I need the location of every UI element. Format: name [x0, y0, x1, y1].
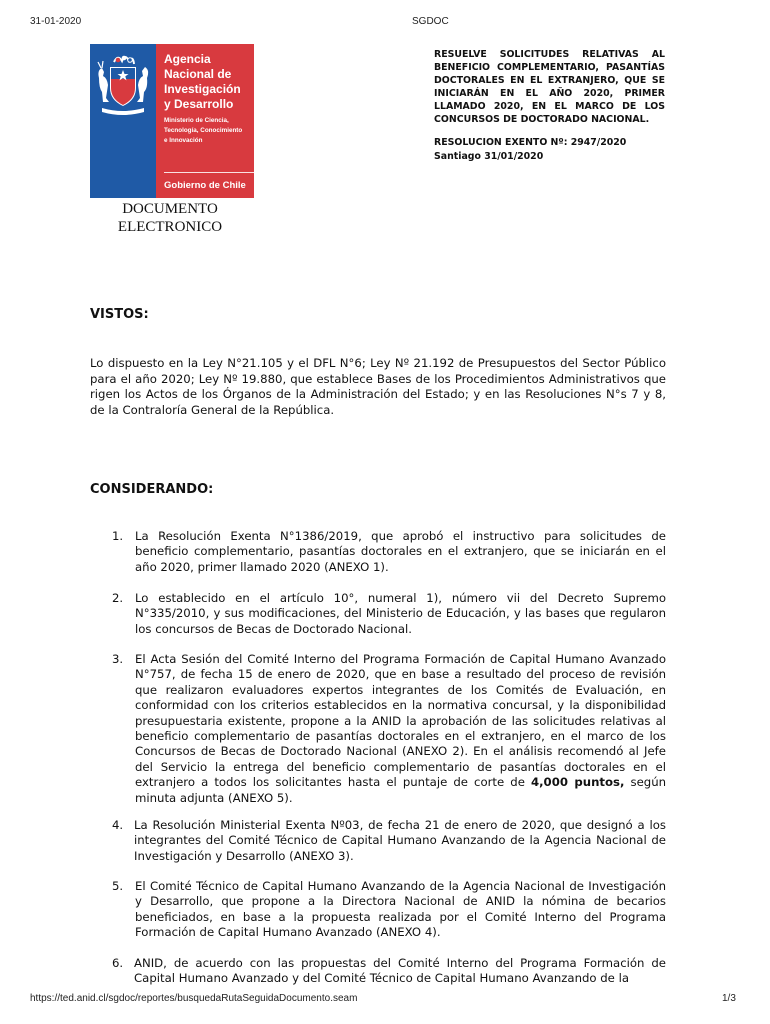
vistos-heading: VISTOS:	[90, 307, 149, 322]
document-type-line: DOCUMENTO	[122, 201, 218, 217]
item-text	[135, 652, 666, 806]
logo-blue-panel	[90, 44, 156, 198]
resolution-number: RESOLUCION EXENTO Nº: 2947/2020	[434, 137, 627, 148]
list-item	[112, 879, 666, 941]
government-name: Gobierno de Chile	[164, 180, 246, 191]
agency-logo	[90, 44, 254, 198]
item-text: ANID, de acuerdo con las propuestas del Comité Interno del Programa Formación de Capital Humano Avanzado y del Comité Técnico de Capital Humano Avanzando de la	[134, 956, 666, 986]
item-number: 5.	[112, 879, 124, 893]
item-number: 2.	[112, 591, 124, 605]
cutoff-score: 4,000 puntos,	[530, 775, 625, 790]
list-item	[112, 529, 666, 575]
item-number: 6.	[112, 956, 124, 970]
list-item	[112, 652, 666, 806]
ministry-name-line: Ministerio de Ciencia,	[164, 117, 229, 124]
resolution-title: RESUELVE SOLICITUDES RELATIVAS AL BENEFICIO COMPLEMENTARIO, PASANTÍAS DOCTORALES EN EL EXTRANJERO, QUE SE INICIARÁN EN EL AÑO 2020, PRIMER LLAMADO 2020, EN EL MARCO DE LOS CONCURSOS DE DOCTORADO NACIONAL.	[434, 49, 665, 125]
item-text-part: según minuta adjunta (ANEXO 5).	[135, 775, 667, 805]
print-system: SGDOC	[412, 16, 449, 27]
agency-name-line: y Desarrollo	[164, 97, 234, 111]
logo-divider	[164, 172, 254, 173]
ministry-name-line: Tecnología, Conocimiento	[164, 127, 243, 134]
document-type-line: ELECTRONICO	[117, 219, 223, 235]
print-date: 31-01-2020	[30, 16, 82, 27]
source-url[interactable]: https://ted.anid.cl/sgdoc/reportes/busquedaRutaSeguidaDocumento.seam	[30, 993, 358, 1004]
chile-coat-of-arms-icon	[90, 52, 156, 122]
list-item	[112, 956, 666, 987]
item-text: La Resolución Exenta N°1386/2019, que aprobó el instructivo para solicitudes de beneficio complementario, pasantías doctorales en el extranjero, que se iniciarán en el año 2020, primer llamado 2020 (ANEXO 1).	[135, 529, 666, 574]
agency-name-line: Agencia	[164, 52, 211, 66]
item-number: 1.	[112, 529, 124, 543]
agency-name-line: Nacional de	[164, 67, 232, 81]
list-item	[112, 818, 666, 864]
item-text: Lo establecido en el artículo 10°, numeral 1), número vii del Decreto Supremo N°335/2010, y sus modificaciones, del Ministerio de Educación, y las bases que regularon los concursos de Becas de Doctorado Nacional.	[135, 591, 666, 636]
ministry-name	[164, 116, 242, 146]
item-number: 4.	[112, 818, 124, 832]
considerando-heading: CONSIDERANDO:	[90, 482, 214, 497]
item-text: El Comité Técnico de Capital Humano Avanzando de la Agencia Nacional de Investigación y Desarrollo, que propone a la Directora Nacional de ANID la nómina de becarios beneficiados, en base a la propuesta realizada por el Comité Interno del Programa Formación de Capital Humano Avanzado (ANEXO 4).	[135, 879, 666, 940]
agency-name	[164, 52, 241, 112]
place-date: Santiago 31/01/2020	[434, 151, 544, 162]
page-number: 1/3	[722, 993, 736, 1004]
item-text: La Resolución Ministerial Exenta Nº03, de fecha 21 de enero de 2020, que designó a los integrantes del Comité Técnico de Capital Humano Avanzando de la Agencia Nacional de Investigación y Desarrollo (ANEXO 3).	[134, 818, 666, 863]
agency-name-line: Investigación	[164, 82, 241, 96]
logo-red-panel	[156, 44, 254, 198]
list-item	[112, 591, 666, 637]
ministry-name-line: e Innovación	[164, 137, 203, 144]
item-number: 3.	[112, 652, 124, 666]
document-type	[105, 200, 235, 236]
vistos-text: Lo dispuesto en la Ley N°21.105 y el DFL N°6; Ley Nº 21.192 de Presupuestos del Sector Público para el año 2020; Ley Nº 19.880, que establece Bases de los Procedimientos Administrativos que rigen los Actos de los Órganos de la Administración del Estado; y en las Resoluciones N°s 7 y 8, de la Contraloría General de la República.	[90, 356, 666, 417]
item-text-part: El Acta Sesión del Comité Interno del Programa Formación de Capital Humano Avanzado N°757, de fecha 15 de enero de 2020, que en base a resultado del proceso de revisión que realizaron evaluadores expertos integrantes de los Comités de Evaluación, en conformidad con los criterios establecidos en la normativa concursal, y la disponibilidad presupuestaria existente, propone a la ANID la aprobación de las solicitudes relativas al beneficio complementario de pasantías doctorales en el extranjero, en el marco de los Concursos de Becas de Doctorado Nacional (ANEXO 2). En el análisis recomendó al Jefe del Servicio la entrega del beneficio complementario de pasantías doctorales en el extranjero a todos los solicitantes hasta el puntaje de corte de	[135, 652, 666, 790]
